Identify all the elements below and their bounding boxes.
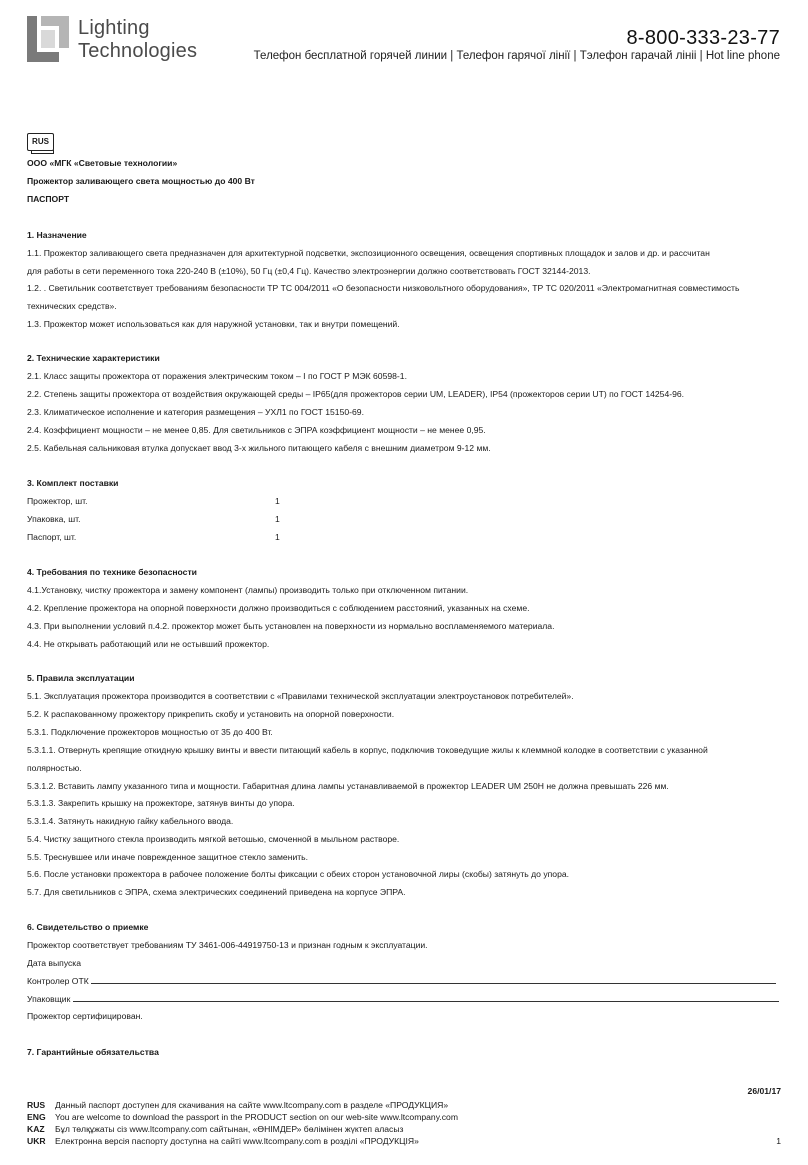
signature-line <box>73 994 779 1002</box>
footer-row <box>27 1135 419 1147</box>
company-name: ООО «МГК «Световые технологии» <box>27 158 178 168</box>
s4-line: 4.2. Крепление прожектора на опорной поверхности должно производиться с соблюдением расстояний, указанных на схеме. <box>27 603 530 613</box>
s4-line: 4.1.Установку, чистку прожектора и замену компонент (лампы) производить только при отключенном питании. <box>27 585 469 595</box>
qc-inspector-label: Контролер ОТК <box>27 976 89 986</box>
language-badge: RUS <box>27 133 54 151</box>
s5-line: 5.3.1.2. Вставить лампу указанного типа и мощности. Габаритная длина лампы устанавливаемой в прожектор LEADER UM 250H не должна превышать 226 мм. <box>27 781 669 791</box>
footer-lang-code: ENG <box>27 1112 46 1122</box>
section-3-title: 3. Комплект поставки <box>27 478 119 488</box>
s6-line: Прожектор соответствует требованиям ТУ 3461-006-44919750-13 и признан годным к эксплуатации. <box>27 940 428 950</box>
signature-line <box>91 976 776 984</box>
product-title: Прожектор заливающего света мощностью до 400 Вт <box>27 176 255 186</box>
s1-line: технических средств». <box>27 301 117 311</box>
s5-line: 5.2. К распакованному прожектору прикрепить скобу и установить на опорной поверхности. <box>27 709 395 719</box>
section-7-title: 7. Гарантийные обязательства <box>27 1047 159 1057</box>
s5-line: 5.3.1.1. Отвернуть крепящие откидную крышку винты и ввести питающий кабель в корпус, подключив токоведущие жилы к клеммной колодке в соответствии с указанной <box>27 745 708 755</box>
hotline-caption: Телефон бесплатной горячей линии | Телефон гарячої лінії | Тэлефон гарачай лініі | Hot line phone <box>253 50 780 62</box>
s5-line: полярностью. <box>27 763 82 773</box>
s5-line: 5.3.1. Подключение прожекторов мощностью от 35 до 400 Вт. <box>27 727 273 737</box>
s2-line: 2.2. Степень защиты прожектора от воздействия окружающей среды – IP65(для прожекторов серии UM, LEADER), IP54 (прожекторов серии UT) по ГОСТ 14254-96. <box>27 389 685 399</box>
footer-lang-code: RUS <box>27 1100 46 1110</box>
footer-row <box>27 1111 458 1123</box>
s1-line: для работы в сети переменного тока 220-240 В (±10%), 50 Гц (±0,4 Гц). Качество электроэнергии должно соответствовать ГОСТ 32144-2013. <box>27 266 591 276</box>
footer-text: You are welcome to download the passport in the PRODUCT section on our web-site www.ltcompany.com <box>55 1112 458 1122</box>
s5-line: 5.6. После установки прожектора в рабочее положение болты фиксации с обеих сторон установочной лиры (скобы) затянуть до упора. <box>27 869 570 879</box>
kit-item-qty: 1 <box>275 496 280 506</box>
packer-label: Упаковщик <box>27 994 71 1004</box>
page-header <box>0 0 808 110</box>
s5-line: 5.4. Чистку защитного стекла производить мягкой ветошью, смоченной в мыльном растворе. <box>27 834 400 844</box>
footer-text: Електронна версія паспорту доступна на сайті www.ltcompany.com в розділі «ПРОДУКЦІЯ» <box>55 1136 419 1146</box>
page-number: 1 <box>776 1136 781 1146</box>
s2-line: 2.1. Класс защиты прожектора от поражения электрическим током – I по ГОСТ Р МЭК 60598-1. <box>27 371 407 381</box>
footer-lang-code: KAZ <box>27 1124 45 1134</box>
section-5-title: 5. Правила эксплуатации <box>27 673 135 683</box>
kit-item <box>27 495 280 507</box>
s4-line: 4.4. Не открывать работающий или не остывший прожектор. <box>27 639 270 649</box>
company-logo-icon <box>27 16 69 62</box>
section-2-title: 2. Технические характеристики <box>27 353 160 363</box>
footer-row <box>27 1123 403 1135</box>
kit-item-name: Паспорт, шт. <box>27 532 77 542</box>
footer-text: Данный паспорт доступен для скачивания на сайте www.ltcompany.com в разделе «ПРОДУКЦИЯ» <box>55 1100 449 1110</box>
s5-line: 5.1. Эксплуатация прожектора производится в соответствии с «Правилами технической эксплуатации электроустановок потребителей». <box>27 691 574 701</box>
footer-lang-code: UKR <box>27 1136 46 1146</box>
kit-item-name: Упаковка, шт. <box>27 514 81 524</box>
s1-line: 1.3. Прожектор может использоваться как для наружной установки, так и внутри помещений. <box>27 319 400 329</box>
kit-item-qty: 1 <box>275 532 280 542</box>
s2-line: 2.5. Кабельная сальниковая втулка допускает ввод 3-х жильного питающего кабеля с внешним диаметром 9-12 мм. <box>27 443 491 453</box>
kit-item-qty: 1 <box>275 514 280 524</box>
document-type: ПАСПОРТ <box>27 194 70 204</box>
s1-line: 1.1. Прожектор заливающего света предназначен для архитектурной подсветки, экспозиционного освещения, освещения спортивных площадок и залов и др. и рассчитан <box>27 248 710 258</box>
s5-line: 5.3.1.4. Затянуть накидную гайку кабельного ввода. <box>27 816 234 826</box>
kit-item-name: Прожектор, шт. <box>27 496 88 506</box>
hotline-phone[interactable]: 8-800-333-23-77 <box>626 27 780 49</box>
section-1-title: 1. Назначение <box>27 230 87 240</box>
s4-line: 4.3. При выполнении условий п.4.2. прожектор может быть установлен на поверхности из нормально воспламеняемого материала. <box>27 621 555 631</box>
brand-line-1: Lighting <box>78 17 150 39</box>
company-logo-text <box>78 17 197 63</box>
kit-item <box>27 531 280 543</box>
s2-line: 2.3. Климатическое исполнение и категория размещения – УХЛ1 по ГОСТ 15150-69. <box>27 407 364 417</box>
s2-line: 2.4. Коэффициент мощности – не менее 0,85. Для светильников с ЭПРА коэффициент мощности – не менее 0,95. <box>27 425 486 435</box>
s6-line: Прожектор сертифицирован. <box>27 1011 143 1021</box>
qc-inspector-row <box>27 975 776 987</box>
footer-row <box>27 1099 448 1111</box>
footer-text: Бұл төлқұжаты сіз www.ltcompany.com сайтынан, «ӨНІМДЕР» бөлімінен жүктеп аласыз <box>55 1124 404 1134</box>
brand-line-2: Technologies <box>78 40 198 62</box>
packer-row <box>27 993 779 1005</box>
kit-item <box>27 513 280 525</box>
release-date-label: Дата выпуска <box>27 958 82 968</box>
s1-line: 1.2. . Светильник соответствует требованиям безопасности ТР ТС 004/2011 «О безопасности низковольтного оборудования», ТР ТС 020/2011 «Электромагнитная совместимость <box>27 283 740 293</box>
s5-line: 5.7. Для светильников с ЭПРА, схема электрических соединений приведена на корпусе ЭПРА. <box>27 887 406 897</box>
s5-line: 5.3.1.3. Закрепить крышку на прожекторе, затянув винты до упора. <box>27 798 295 808</box>
section-4-title: 4. Требования по технике безопасности <box>27 567 197 577</box>
section-6-title: 6. Свидетельство о приемке <box>27 922 149 932</box>
s5-line: 5.5. Треснувшее или иначе поврежденное защитное стекло заменить. <box>27 852 309 862</box>
document-date: 26/01/17 <box>747 1086 781 1096</box>
